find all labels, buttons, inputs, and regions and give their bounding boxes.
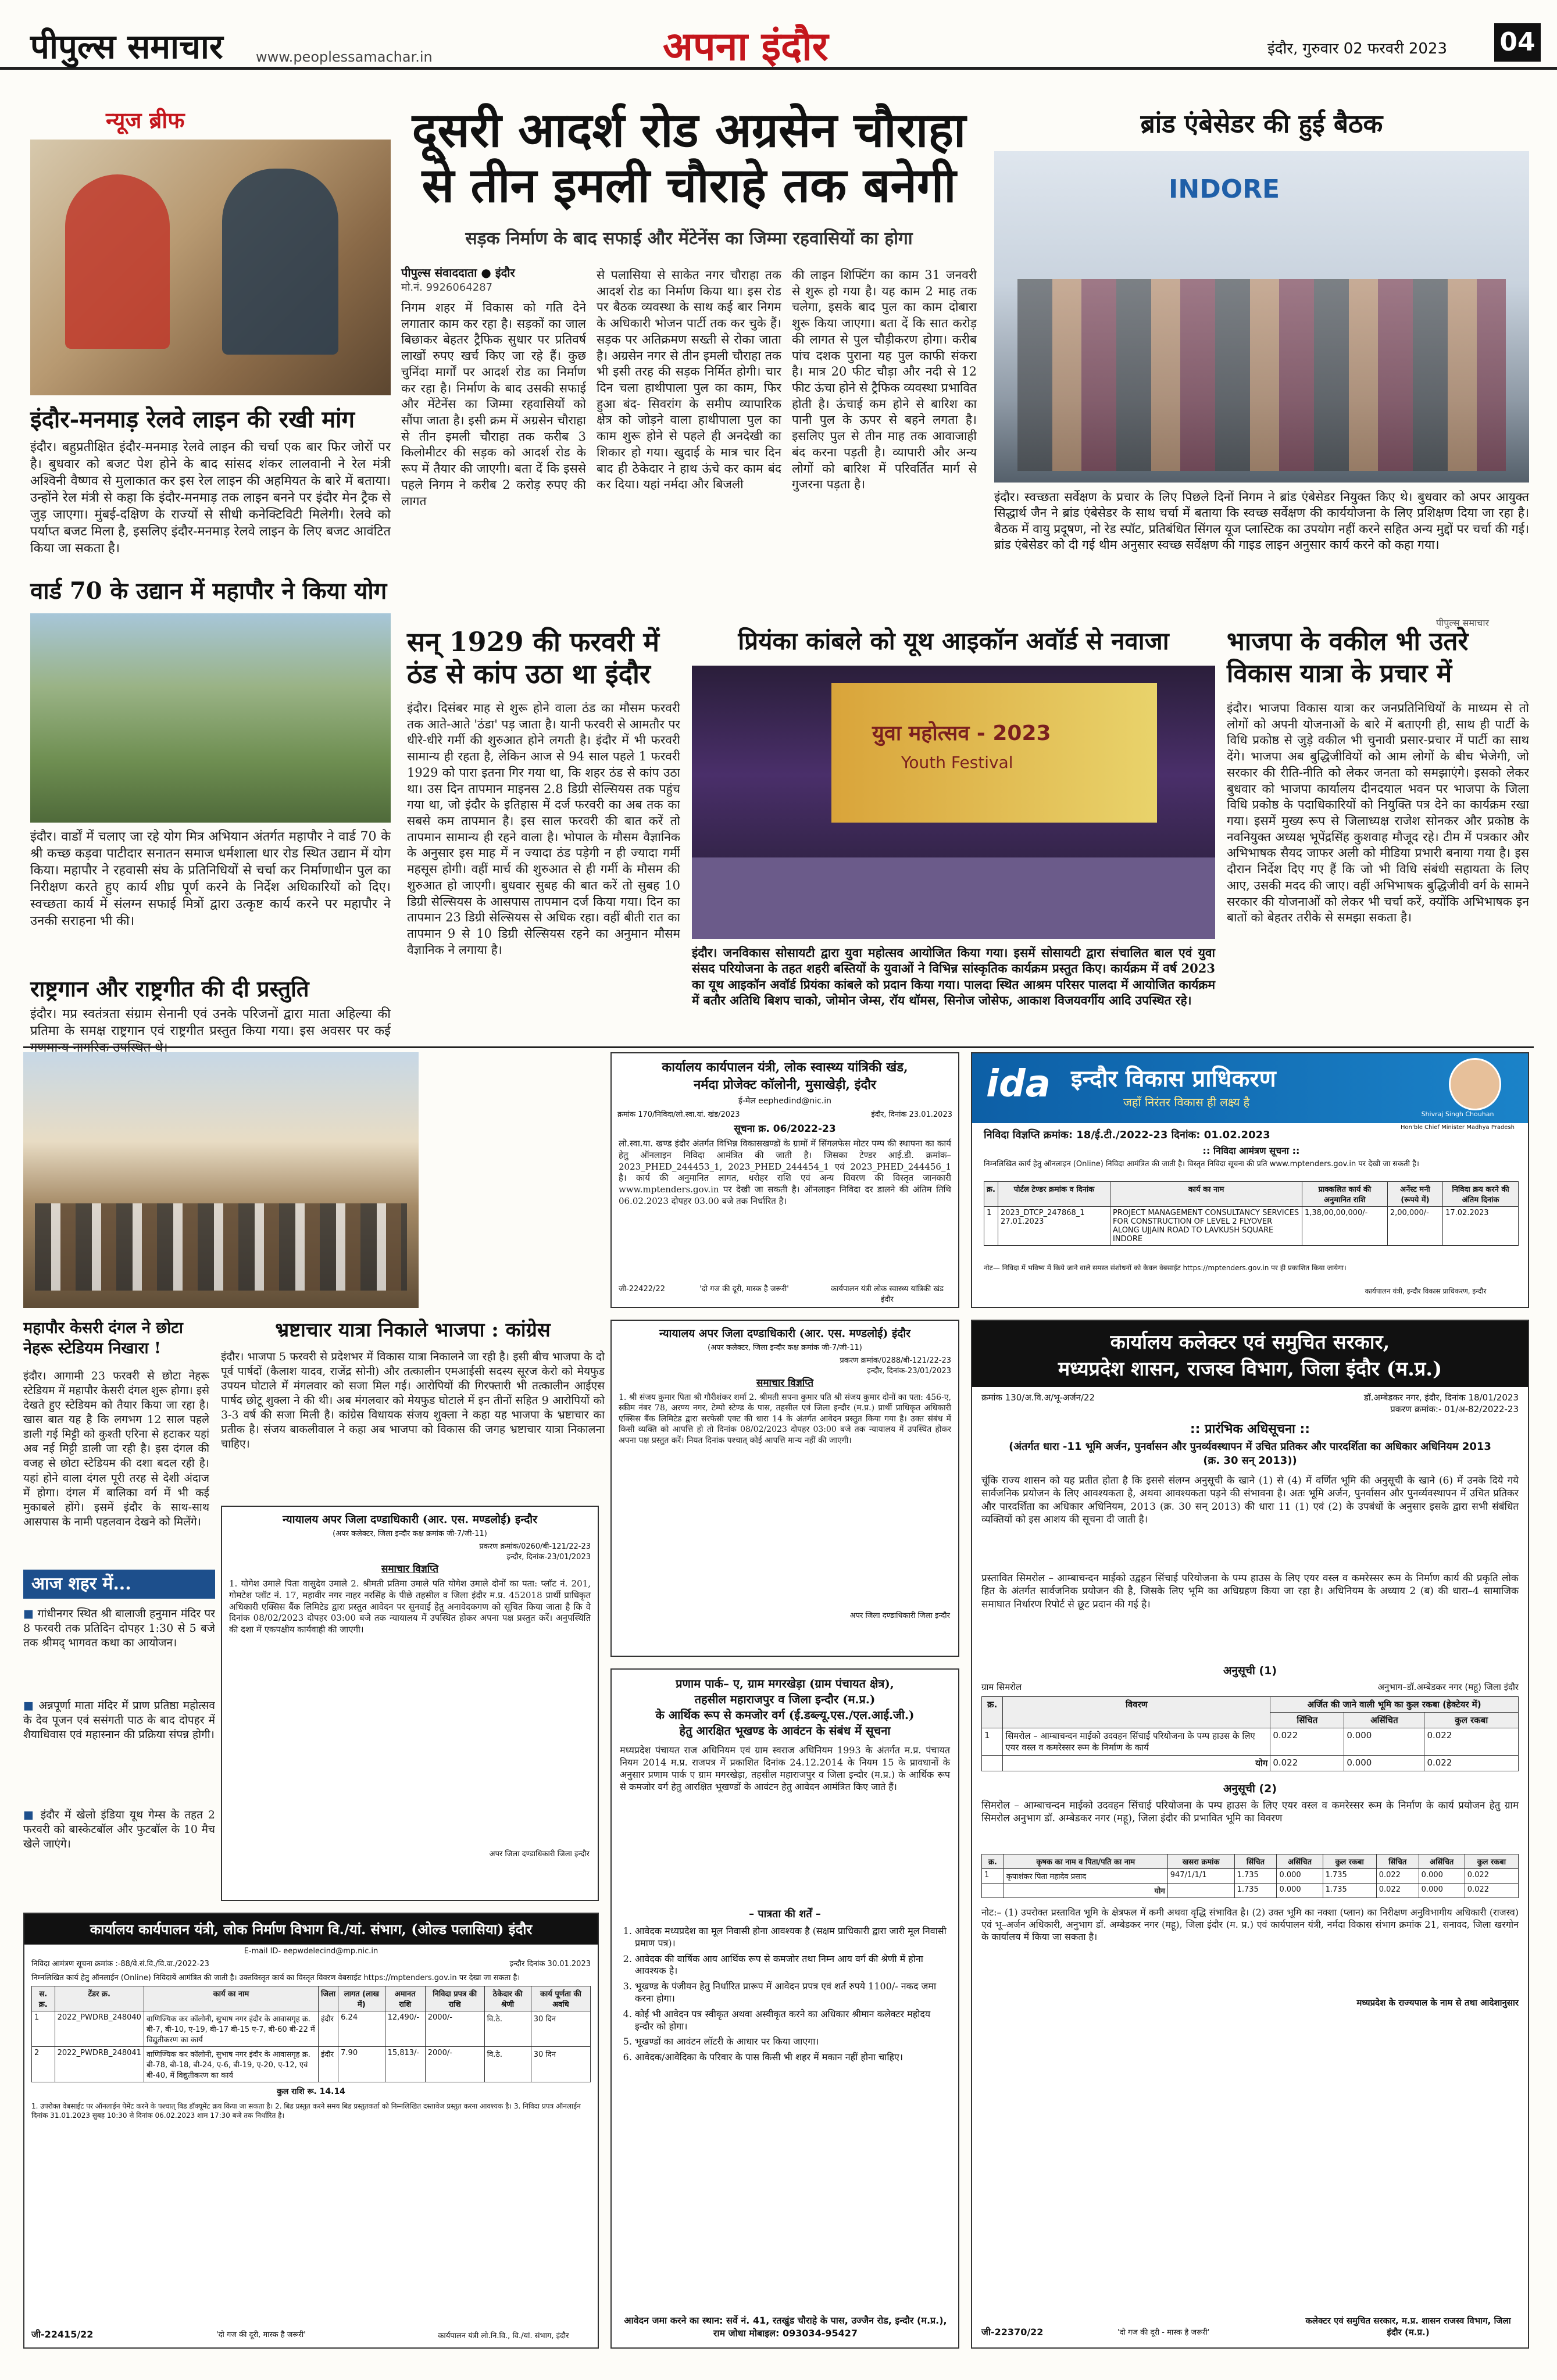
table-cell: 0.022	[1376, 1869, 1419, 1884]
brief-headline-1: इंदौर-मनमाड़ रेलवे लाइन की रखी मांग	[30, 406, 355, 433]
pranam-sub: – पात्रता की शर्तें –	[749, 1908, 821, 1920]
ad-court-notice-2	[221, 1506, 599, 1901]
annex-2-title: अनुसूची (2)	[1223, 1782, 1277, 1795]
lead-headline-line1: दूसरी आदर्श रोड अग्रसेन चौराहा	[412, 102, 966, 158]
ida-body: निम्नलिखित कार्य हेतु ऑनलाइन (Online) निविदा आमंत्रित की जाती है। विस्तृत निविदा सूचना की प्रति www.mptenders.gov.in पर देखी जा सकती है।	[984, 1160, 1419, 1168]
table-cell	[982, 1756, 1003, 1771]
village-label: ग्राम सिमरोल	[981, 1682, 1022, 1692]
aaj-shahar-label: आज शहर में...	[23, 1570, 215, 1599]
congress-headline: भ्रष्टाचार यात्रा निकाले भाजपा : कांग्रेस	[275, 1318, 551, 1342]
table-header: खसरा क्रमांक	[1167, 1854, 1234, 1869]
photo-stadium	[23, 1052, 419, 1308]
table-row	[984, 1207, 1519, 1246]
court-sub: (अपर कलेक्टर, जिला इन्दौर कक्ष क्रमांक जी-7/जी-11)	[708, 1343, 862, 1352]
ad-footer	[612, 1283, 958, 1304]
table-cell: 2023_DTCP_247868_1 27.01.2023	[998, 1207, 1110, 1246]
news-brief	[30, 99, 391, 1041]
pwd-date: इन्दौर दिनांक 30.01.2023	[509, 1960, 591, 1968]
wrestling-headline-1: महापौर केसरी दंगल ने छोटा	[23, 1319, 183, 1337]
table-cell: 0.000	[1277, 1884, 1323, 1898]
brand-caption: इंदौर। स्वच्छता सर्वेक्षण के प्रचार के लिए पिछले दिनों निगम ने ब्रांड एंबेसेडर नियुक्त किए थे। बुधवार को अपर आयुक्त सिद्धार्थ जैन ने ब्रांड एंबेसेडर के साथ चर्चा में बताया कि स्वच्छ सर्वेक्षण की कार्ययोजना के लिए प्रशिक्षण दिया जा रहा है। बैठक में वायु प्रदूषण, नो रेड स्पॉट, प्रतिबंधित सिंगल यूज प्लास्टिक का उपयोग नहीं करने सहित अन्य मुद्दों पर चर्चा की गई। ब्रांड एंबेसेडर को दी गई थीम अनुसार स्वच्छ सर्वेक्षण की गाइड लाइन अनुसार कार्य करने को कहा गया।	[994, 490, 1529, 552]
table-cell	[1167, 1884, 1234, 1898]
ad-ida	[971, 1052, 1529, 1308]
table-header: कुल रकबा	[1465, 1854, 1518, 1869]
stage	[692, 857, 1215, 939]
ad-pwd	[23, 1913, 599, 2349]
table-cell: 12,490/-	[385, 2011, 425, 2047]
table-header: कार्य पूर्णता की अवधि	[531, 1986, 590, 2011]
table-cell: 0.022	[1465, 1869, 1518, 1884]
table-cell: 0.000	[1419, 1884, 1465, 1898]
collector-place: डॉ.अम्बेडकर नगर, इंदौर, दिनांक 18/01/2023	[1363, 1392, 1519, 1403]
table-cell: कृपाशंकर पिता महादेव प्रसाद	[1004, 1869, 1167, 1884]
table-cell: 1	[982, 1728, 1003, 1756]
table-cell: 0.022	[1270, 1728, 1344, 1756]
table-cell: 0.000	[1419, 1869, 1465, 1884]
brief-label: न्यूज ब्रीफ	[106, 107, 185, 133]
table-cell: 0.022	[1465, 1884, 1518, 1898]
pwd-motto: 'दो गज की दूरी, मास्क है जरूरी'	[216, 2331, 306, 2339]
court-sign: अपर जिला दण्डाधिकारी जिला इन्दौर	[489, 1850, 590, 1859]
ida-title: इन्दौर विकास प्राधिकरण	[1071, 1065, 1276, 1092]
dateline: इंदौर, गुरुवार 02 फरवरी 2023	[1267, 40, 1448, 58]
table-row	[982, 1728, 1519, 1756]
table-cell: 1.735	[1323, 1869, 1376, 1884]
table-cell: 2000/-	[425, 2011, 484, 2047]
cold-headline-1: सन् 1929 की फरवरी में	[407, 626, 660, 657]
table-header: कार्य का नाम	[144, 1986, 318, 2011]
table-cell: 0.022	[1376, 1884, 1419, 1898]
pwd-ref: निविदा आमंत्रण सूचना क्रमांक :-88/वे.सं.वि./वि.वा./2022-23	[31, 1960, 209, 1968]
table-cell: 0.000	[1277, 1869, 1323, 1884]
brief-text-1: इंदौर। बहुप्रतीक्षित इंदौर-मनमाड़ रेलवे लाइन की चर्चा एक बार फिर जोरों पर है। बुधवार को बजट पेश होने के बाद सांसद शंकर लालवानी ने रेल मंत्री अश्विनी वैष्णव से मुलाकात कर इस रेल लाइन की अहमियत के बारे में बताया। उन्होंने रेल मंत्री से कहा कि इंदौर-मनमाड़ तक लाइन बनने पर इंदौर मेन ट्रैक से जुड़ जाएगा। मुंबई-दक्षिण के राज्यों से सीधी कनेक्टिविटी मिलेगी। रेलवे को पर्याप्त बजट मिला है, इसलिए इंदौर-मनमाड़ रेलवे लाइन के लिए बजट आवंटित किया जा सकता है।	[30, 440, 391, 556]
table-cell: 1	[984, 1207, 998, 1246]
lead-byline: पीपुल्स संवाददाता ● इंदौर	[401, 266, 515, 280]
annex-1-meta	[972, 1678, 1528, 1696]
collector-refline	[972, 1387, 1528, 1403]
lead-mobile: मो.नं. 9926064287	[401, 281, 493, 294]
court-title: न्यायालय अपर जिला दण्डाधिकारी (आर. एस. मण्डलोई) इंदौर	[659, 1327, 911, 1340]
brief-headline-2: वार्ड 70 के उद्यान में महापौर ने किया योग	[30, 577, 387, 605]
ad-pranam-park	[610, 1668, 959, 2349]
ida-sign: कार्यपालन यंत्री, इन्दौर विकास प्राधिकरण, इन्दौर	[1365, 1287, 1487, 1295]
table-header: अमानत राशि	[385, 1986, 425, 2011]
table-header: कुल रकबा	[1424, 1713, 1519, 1728]
ad-suchna: सूचना क्र. 06/2022-23	[734, 1123, 836, 1135]
court-date: इन्दौर, दिनांक-23/01/2023	[506, 1553, 591, 1561]
person-figure	[65, 174, 170, 349]
table-cell: 30 दिन	[531, 2011, 590, 2047]
divider	[23, 1046, 1534, 1048]
table-header: निविदा प्रपत्र की राशि	[425, 1986, 484, 2011]
annex-1-title: अनुसूची (1)	[1223, 1664, 1277, 1677]
table-header: क्र.	[982, 1854, 1004, 1869]
table-header: क्र.	[984, 1182, 998, 1207]
cold-story	[407, 628, 680, 1046]
eligibility-list	[612, 1921, 958, 2064]
table-cell: 15,813/-	[385, 2047, 425, 2082]
section-title: अपना इंदौर	[663, 23, 829, 70]
cm-name: Shivraj Singh Chouhan	[1421, 1110, 1494, 1118]
crowd	[35, 1203, 407, 1291]
collector-motto: 'दो गज की दूरी - मास्क है जरूरी'	[1117, 2328, 1210, 2337]
table-cell: 6.24	[338, 2011, 385, 2047]
bullet-icon: ■	[23, 1809, 41, 1821]
list-item: 2. आवेदक की वार्षिक आय आर्थिक रूप से कमजोर तथा निम्न आय वर्ग की श्रेणी में होना आवश्यक है।	[635, 1953, 950, 1978]
ida-tagline: जहाँ निरंतर विकास ही लक्ष्य है	[1123, 1095, 1250, 1109]
table-header: असिंचित	[1419, 1854, 1465, 1869]
table-cell: 7.90	[338, 2047, 385, 2082]
ida-notice-no: निविदा विज्ञप्ति क्रमांक: 18/ई.टी./2022-23 दिनांक: 01.02.2023	[984, 1129, 1270, 1141]
website[interactable]: www.peoplessamachar.in	[256, 49, 433, 65]
table-cell: वाणिज्यिक कर कॉलोनी, सुभाष नगर इंदौर के आवासगृह क्र. बी-7, बी-10, ए-19, बी-17 बी-15 ए-7, बी-60 बी-22 में विद्युतीकरण का कार्य	[144, 2011, 318, 2047]
brand-ambassador-story	[994, 99, 1529, 634]
ida-table	[984, 1181, 1519, 1246]
ida-footnote: नोट— निविदा में भविष्य में किये जाने वाले समस्त संशोधनों को केवल वेबसाईट https://mptenders.gov.in पर ही प्रकाशित किया जायेगा।	[984, 1264, 1347, 1272]
bjp-lawyer-story	[1227, 628, 1529, 1046]
table-cell: 947/1/1/1	[1167, 1869, 1234, 1884]
congress-text: इंदौर। भाजपा 5 फरवरी से प्रदेशभर में विकास यात्रा निकालने जा रही है। इसी बीच भाजपा के दो पूर्व पार्षदों (कैलाश यादव, राजेंद्र सोनी) और तत्कालीन एमआईसी सदस्य सूरज केरो को मेयफुड उपयन घोटाले में मंगलवार को सजा मिल गई। आरोपियों की गिरफ्तारी भी तत्कालीन आईएस पार्षद छोटू शुक्ला ने की थी। अब मंगलवार को मेयफुड घोटाले में इन तीनों सहित 9 आरोपियों को 3-3 वर्ष की सजा मिली है। कांग्रेस विधायक संजय शुक्ला ने कहा यह भाजपा के भ्रष्टाचार का प्रतीक है। संजय बाकलीवाल ने कहा अब भाजपा को विकास की जगह भ्रष्टाचार यात्रा निकालना चाहिए।	[221, 1350, 605, 1451]
cm-title: Hon'ble Chief Minister Madhya Pradesh	[1400, 1124, 1515, 1131]
ida-subhead: :: निविदा आमंत्रण सूचना ::	[1202, 1145, 1300, 1156]
table-cell: 1	[32, 2011, 55, 2047]
pwd-body: निम्नलिखित कार्य हेतु ऑनलाईन (Online) निविदायें आमंत्रित की जाती है। उक्तविस्तृत कार्य का विस्तृत विवरण वेबसाईट https://mptenders.gov.in पर देखा जा सकता है।	[31, 1974, 520, 1982]
court-case: प्रकरण क्रमांक/0288/बी-121/22-23	[840, 1356, 951, 1365]
table-row	[982, 1884, 1519, 1898]
table-header: पोर्टल टेण्डर क्रमांक व दिनांक	[998, 1182, 1110, 1207]
court-heading: समाचार विज्ञप्ति	[381, 1563, 439, 1575]
bjp-headline-1: भाजपा के वकील भी उतरे	[1227, 627, 1469, 656]
pwd-table	[24, 1986, 598, 2082]
table-cell: 2022_PWDRB_248040	[55, 2011, 144, 2047]
ad-phe-musakhedi	[610, 1052, 959, 1308]
table-cell: 0.022	[1424, 1756, 1519, 1771]
table-cell: 1.735	[1234, 1884, 1277, 1898]
table-cell: 0.022	[1270, 1756, 1344, 1771]
table-cell: 30 दिन	[531, 2047, 590, 2082]
pranam-title-2: तहसील महाराजपुर व जिला इन्दौर (म.प्र.)	[694, 1692, 876, 1706]
list-item: 5. भूखण्डों का आवंटन लॉटरी के आधार पर किया जाएगा।	[635, 2036, 950, 2048]
table-cell: 1,38,00,00,000/-	[1302, 1207, 1388, 1246]
pwd-sign: कार्यपालन यंत्री लो.नि.वि., वि./यां. संभाग, इंदौर	[438, 2332, 569, 2340]
table-header: कार्य का नाम	[1110, 1182, 1302, 1207]
table-cell: 0.000	[1344, 1756, 1424, 1771]
brief-text-3: इंदौर। मप्र स्वतंत्रता संग्राम सेनानी एवं उनके परिजनों द्वारा माता अहिल्या की प्रतिमा के समक्ष राष्ट्रगान एवं राष्ट्रगीत प्रस्तुत किया गया। इस अवसर पर कई	[30, 1007, 391, 1039]
photo-railway-meeting	[30, 140, 391, 395]
aaj-shahar-box	[23, 1570, 215, 1895]
festival-screen	[831, 683, 1157, 823]
list-item	[23, 1808, 215, 1889]
collector-body-2: प्रस्तावित सिमरोल – आम्बाचन्दन माईको उद्वहन सिंचाई परियोजना के पम्प हाउस के लिए एयर वस्ल व कमरेस्सर रूम के निर्माण कार्य की प्रकृति लोक हित के अंतर्गत सार्वजनिक प्रयोजन की है, जिसके लिए भूमि का अधिग्रहण किया जा रहा है। अधिनियम के अध्याय 2 (ब) की धारा–4 सामाजिक समाघात निर्धारण रिपोर्ट से छूट प्रदान की गई है।	[981, 1573, 1519, 1610]
pwd-total: कुल राशि रू. 14.14	[277, 2087, 345, 2096]
table-header: टेंडर क्र.	[55, 1986, 144, 2011]
table-header: सिंचित	[1234, 1854, 1277, 1869]
table-header: क्र.	[982, 1697, 1003, 1728]
pwd-gno: जी-22415/22	[31, 2329, 94, 2340]
table-cell: वि.ठे.	[484, 2011, 531, 2047]
table-header: कुल रकबा	[1323, 1854, 1376, 1869]
bjp-text: इंदौर। भाजपा विकास यात्रा कर जनप्रतिनिधियों के माध्यम से तो लोगों को अपनी योजनाओं के बारे में बताएगी ही, साथ ही पार्टी के विधि प्रकोष्ठ से जुड़े वकील भी चुनावी प्रसार-प्रचार में पार्टी का साथ देंगे। भाजपा अब बुद्धिजीवियों को आम लोगों के बीच भेजेगी, जो सरकार की रीति-नीति को लेकर जनता को समझाएंगे। इसको लेकर बुधवार को भाजपा कार्यालय दीनदयाल भवन पर भाजपा के जिला विधि प्रकोष्ठ के पदाधिकारियों को नियुक्ति पत्र देने का कार्यक्रम रखा गया। इसमें मुख्य रूप से जिलाध्यक्ष राजेश सोनकर और प्रकोष्ठ के नवनियुक्त अध्यक्ष भूपेंद्रसिंह कुशवाह मौजूद रहे। टीम में पत्रकार और अभिभाषक सैयद जाफर अली को मीडिया प्रभारी बनाया गया है। इस दौरान निर्देश दिए गए हैं कि जो भी विधि संबंधी सहायता के लिए आए, उसकी मदद की जाए। वहीं अभिभाषक बुद्धिजीवी वर्ग के सामने सरकार की योजनाओं को लेकर भी चर्चा करें, क्योंकि अभिभाषक इन बातों को बेहतर तरीके से समझा सकता है।	[1227, 701, 1529, 925]
table-cell: वाणिज्यिक कर कॉलोनी, सुभाष नगर इंदौर के आवासगृह क्र. बी-78, बी-18, बी-24, ए-6, बी-19, ए-20, ए-12, एवं बी-40, में विद्युतीकरण का कार्य	[144, 2047, 318, 2082]
wrestling-headline-2: नेहरू स्टेडियम निखारा !	[23, 1339, 161, 1357]
ad-title-2: नर्मदा प्रोजेक्ट कॉलोनी, मुसाखेड़ी, इंदौर	[694, 1077, 876, 1092]
collector-header	[972, 1321, 1528, 1387]
photo-youth-festival	[692, 666, 1215, 939]
table-header: लागत (लाख में)	[338, 1986, 385, 2011]
ad-title-1: कार्यालय कार्यपालन यंत्री, लोक स्वास्थ्य यांत्रिकी खंड,	[662, 1060, 908, 1075]
table-header: असिंचित	[1344, 1713, 1424, 1728]
table-cell: 2022_PWDRB_248041	[55, 2047, 144, 2082]
table-cell: योग	[1003, 1756, 1270, 1771]
table-cell: 17.02.2023	[1443, 1207, 1519, 1246]
masthead	[0, 0, 1557, 70]
court-body: 1. योगेश उमाले पिता वासुदेव उमाले 2. श्रीमती प्रतिमा उमाले पति योगेश उमाले दोनों का पता: प्लॉट नं. 201, गोमटेश प्लॉट नं. 17, महावीर नगर नाहर नरसिंह के पीछे तहसील व जिला इंदौर म.प्र. 452018 प्रार्थी प्राधिकृत अधिकारी एक्सिस बैंक लिमिटेड द्वारा प्रस्तुत आवेदन पर सुनवाई हेतु अनावेदकगण को सूचित किया जाता है कि वे दिनांक 08/02/2023 दोपहर 03:00 बजे तक न्यायालय में उपस्थित होकर अपना पक्ष प्रस्तुत करें। अनुपस्थिति की दशा में एकपक्षीय कार्यवाही की जाएगी।	[229, 1578, 591, 1635]
pwd-title: कार्यालय कार्यपालन यंत्री, लोक निर्माण विभाग वि./यां. संभाग, (ओल्ड पलासिया) इंदौर	[24, 1914, 598, 1945]
list-item: 4. कोई भी आवेदन पत्र स्वीकृत अथवा अस्वीकृत करने का अधिकार श्रीमान कलेक्टर महोदय इन्दौर को होगा।	[635, 2009, 950, 2033]
table-header: असिंचित	[1277, 1854, 1323, 1869]
priyanka-headline: प्रियंका कांबले को यूथ आइकॉन अवॉर्ड से नवाजा	[738, 627, 1169, 655]
pwd-refline	[24, 1956, 598, 1971]
annex-1-table	[972, 1696, 1528, 1771]
table-cell: इंदौर	[318, 2047, 338, 2082]
collector-note: नोट:– (1) उपरोक्त प्रस्तावित भूमि के क्षेत्रफल में कमी अथवा वृद्धि संभावित है। (2) उक्त भूमि का नक्शा (प्लान) का निरीक्षण अनुविभागीय अधिकारी (राजस्व) एवं भू–अर्जन अधिकारी, अनुभाग डॉ. अम्बेडकर नगर (महू), जिला इंदौर (म. प्र.) एवं कार्यपालन यंत्री, नर्मदा विकास संभाग क्रमांक 21, सनावद, जिला खरगोन के कार्यालय में किया जा सकता है।	[981, 1907, 1519, 1943]
lead-col-3: की लाइन शिफ्टिंग का काम 31 जनवरी से शुरू हो गया है। यह काम 2 माह तक चलेगा, इसके बाद पुल का काम दोबारा शुरू किया जाएगा। बता दें कि सात करोड़ की लागत से पुल चौड़ीकरण होगा। करीब पांच दशक पुराना यह पुल काफी संकरा है। मात्र 20 फीट चौड़ा और नदी से 12 फीट ऊंचा होने से ट्रैफिक व्यवस्था प्रभावित होती है। ऊंचाई कम होने से बारिश का पानी पुल के ऊपर से बहने लगता है। इसलिए पुल से तीन माह तक आवाजाही बंद करना पड़ती है। व्यापारी और अन्य लोगों को बारिश में परिवर्तित मार्ग से गुजरना पड़ता है।	[792, 268, 977, 492]
court-heading: समाचार विज्ञप्ति	[756, 1377, 814, 1389]
list-item	[23, 1607, 215, 1694]
ad-ref: क्रमांक 170/निविदा/लो.स्वा.यां. खंड/2023	[617, 1110, 740, 1119]
pranam-body: मध्यप्रदेश पंचायत राज अधिनियम एवं ग्राम स्वराज अधिनियम 1993 के अंतर्गत म.प्र. पंचायत नियम 2014 म.प्र. राजपत्र में प्रकाशित दिनांक 24.12.2014 के नियम 15 के प्रावधानों के अनुसार प्रणाम पार्क ए ग्राम मगरखेड़ा, तहसील महाराजपुर व जिला इन्दौर (म.प्र.) के आर्थिक रूप से कमजोर वर्ग हेतु आरक्षित भूखण्डों के आवंटन हेतु आवेदन आमंत्रित किए जाते हैं।	[620, 1745, 950, 1793]
tehsil-label: अनुभाग–डॉ.अम्बेडकर नगर (महू) जिला इंदौर	[1377, 1682, 1519, 1692]
collector-governor: मध्यप्रदेश के राज्यपाल के नाम से तथा आदेशानुसार	[1356, 1997, 1519, 2008]
list-item: 1. आवेदक मध्यप्रदेश का मूल निवासी होना आवश्यक है (सक्षम प्राधिकारी द्वारा जारी मूल निवासी प्रमाण पत्र)।	[635, 1925, 950, 1950]
table-header: कृषक का नाम व पिता/पति का नाम	[1004, 1854, 1167, 1869]
table-cell: PROJECT MANAGEMENT CONSULTANCY SERVICES FOR CONSTRUCTION OF LEVEL 2 FLYOVER ALONG UJJAIN ROAD TO LAVKUSH SQUARE INDORE	[1110, 1207, 1302, 1246]
lead-deck: सड़क निर्माण के बाद सफाई और मेंटेनेंस का जिम्मा रहवासियों का होगा	[465, 228, 913, 249]
table-row	[32, 2011, 591, 2047]
ad-collector	[971, 1320, 1529, 2349]
collector-ref: क्रमांक 130/अ.वि.अ/भू-अर्जन/22	[981, 1392, 1095, 1403]
table-cell: योग	[1004, 1884, 1167, 1898]
pranam-title-3: के आर्थिक रूप से कमजोर वर्ग (ई.डब्ल्यू.एस./एल.आई.जी.)	[655, 1708, 915, 1722]
table-cell: वि.ठे.	[484, 2047, 531, 2082]
court-title: न्यायालय अपर जिला दण्डाधिकारी (आर. एस. मण्डलोई) इन्दौर	[282, 1513, 538, 1526]
ad-sign: कार्यपालन यंत्री लोक स्वास्थ्य यांत्रिकी खंड इंदौर	[831, 1285, 944, 1304]
table-cell: 2000/-	[425, 2047, 484, 2082]
ad-email[interactable]: ई-मेल eephedind@nic.in	[738, 1096, 832, 1106]
pranam-title-4: हेतु आरक्षित भूखण्ड के आवंटन के संबंध में सूचना	[679, 1724, 891, 1738]
photo-brand-meeting	[994, 151, 1529, 483]
table-cell: सिमरोल – आम्बाचन्दन माईको उदवहन सिंचाई परियोजना के पम्प हाउस के लिए एयर वस्ल व कमरेस्सर रूम के निर्माण के कार्य	[1003, 1728, 1270, 1756]
table-cell: 0.022	[1424, 1728, 1519, 1756]
ad-gno: जी-22422/22	[619, 1285, 665, 1293]
annex-2-text: सिमरोल – आम्बाचन्दन माईको उदवहन सिंचाई परियोजना के पम्प हाउस के लिए एयर वस्ल व कमरेस्सर रूम के निर्माण के कार्य प्रयोजन हेतु ग्राम सिमरोल अनुभाग डॉ. अम्बेडकर नगर (महू), जिला इंदौर की प्रभावित भूमि का विवरण	[981, 1800, 1519, 1825]
table-header: निविदा क्रय करने की अंतिम दिनांक	[1443, 1182, 1519, 1207]
bullet-icon: ■	[23, 1699, 39, 1712]
table-header: स. क्र.	[32, 1986, 55, 2011]
table-header: अर्जित की जाने वाली भूमि का कुल रकबा (हेक्टेयर में)	[1270, 1697, 1519, 1713]
table-cell: 1.735	[1234, 1869, 1277, 1884]
ida-header	[972, 1053, 1529, 1123]
congress-story	[221, 1320, 605, 1494]
ad-court-notice-1	[610, 1320, 959, 1657]
list-item	[23, 1699, 215, 1803]
pranam-footer: आवेदन जमा करने का स्थान: सर्वे नं. 41, रतखुंड चौराहे के पास, उज्जैन रोड, इन्दौर (म.प्र.), राम जोधा मोबाइल: 093034-95427	[624, 2315, 947, 2339]
collector-title-1: कार्यालय कलेक्टर एवं समुचित सरकार,	[1110, 1331, 1390, 1354]
ad-body: लो.स्वा.या. खण्ड इंदौर अंतर्गत विभिन्न विकासखण्डों के ग्रामों में सिंगलफेस मोटर पम्प की स्थापना का कार्य हेतु ऑनलाइन निविदा आमंत्रित की जाती है। जिसका टेण्डर आई.डी. क्रमांक– 2023_PHED_244453_1, 2023_PHED_244454_1 एवं 2023_PHED_244456_1 है। कार्य की अनुमानित लागत, धरोहर राशि एवं अन्य विवरण की विस्तृत जानकारी www.mptenders.gov.in पर देखी जा सकती है। ऑनलाइन निविदा दर डालने की अंतिम तिथि 06.02.2023 दोपहर 03.00 बजे तक निर्धारित है।	[619, 1138, 951, 1206]
bullet-icon: ■	[23, 1607, 38, 1620]
court-case: प्रकरण क्रमांक/0260/बी-121/22-23	[479, 1542, 591, 1551]
brief-headline-3: राष्ट्रगान और राष्ट्रगीत की दी प्रस्तुति	[30, 975, 309, 1002]
table-cell	[982, 1884, 1004, 1898]
table-cell: 1	[982, 1869, 1004, 1884]
brief-text-2: इंदौर। वार्डों में चलाए जा रहे योग मित्र अभियान अंतर्गत महापौर ने वार्ड 70 के श्री कच्छ कड़वा पाटीदार सनातन समाज धर्मशाला धार रोड स्थित उद्यान में योग किया। महापौर ने रहवासी संघ के प्रतिनिधियों से चर्चा कर निर्माणाधीन पुल का निरीक्षण करते हुए कार्य शीघ्र पूर्ण करने के निर्देश अधिकारियों को दिए। स्वच्छता कार्य में संलग्न सफाई मित्रों द्वारा उत्कृष्ट कार्य करने पर महापौर ने उनकी सराहना भी की।	[30, 830, 391, 929]
collector-sign: कलेक्टर एवं समुचित सरकार, म.प्र. शासन राजस्व विभाग, जिला इंदौर (म.प्र.)	[1305, 2315, 1511, 2338]
photo-yoga	[30, 613, 391, 823]
banner-text: INDORE	[1169, 174, 1280, 204]
collector-gno: जी-22370/22	[981, 2327, 1044, 2338]
list-item-text: गांधीनगर स्थित श्री बालाजी हनुमान मंदिर पर 8 फरवरी तक प्रतिदिन दोपहर 1:30 से 5 बजे तक श्रीमद् भागवत कथा का आयोजन।	[23, 1607, 215, 1650]
list-item: 6. आवेदक/आवेदिका के परिवार के पास किसी भी शहर में मकान नहीं होना चाहिए।	[635, 2052, 950, 2064]
table-cell: 2	[32, 2047, 55, 2082]
lead-col-1: निगम शहर में विकास को गति देने लगातार काम कर रहा है। सड़कों का जाल बिछाकर बेहतर ट्रैफिक सुधार पर प्रतिवर्ष लाखों रुपए खर्च किए जा रहे हैं। कुछ चुनिंदा मार्गों पर आदर्श रोड का निर्माण कर रहा है। निर्माण के बाद उसकी सफाई और मेंटेनेंस का जिम्मा रहवासियों को सौंपा जाता है। इसी क्रम में अग्रसेन चौराहा से तीन इमली चौराहा तक करीब 3 किलोमीटर की सड़क को आदर्श रोड के रूप में तैयार की जाएगी। बता दें कि इससे पहले निगम ने करीब 2 करोड़ रुपए की लागत	[401, 301, 586, 508]
table-row	[982, 1869, 1519, 1884]
table-cell: इंदौर	[318, 2011, 338, 2047]
paper-logo[interactable]: पीपुल्स समाचार	[30, 27, 223, 66]
lead-col-2: से पलासिया से साकेत नगर चौराहा तक आदर्श रोड का निर्माण किया था। इस रोड पर बैठक व्यवस्था के साथ कई बार निगम के अधिकारी भोजन पार्टी तक कर चुके हैं। सड़क पर अतिक्रमण सख्ती से रोका जाता है। अग्रसेन नगर से तीन इमली चौराहा तक भी इसी तरह की सड़क निर्मित होगी। चार दिन चला हाथीपाला पुल का काम, फिर हुआ बंद- सिवरांग के समीप व्यापारिक क्षेत्र को जोड़ने वाला हाथीपाला पुल का काम शुरू होने से पहले ही अनदेखी का शिकार हो गया। खुदाई के मात्र चार दिन बाद ही ठेकेदार ने हाथ ऊंचे कर काम बंद कर दिया। यहां नर्मदा और बिजली	[597, 268, 781, 492]
table-header: सिंचित	[1376, 1854, 1419, 1869]
lead-headline-line2: से तीन इमली चौराहे तक बनेगी	[422, 158, 956, 213]
table-cell: 2,00,000/-	[1387, 1207, 1442, 1246]
table-row	[982, 1756, 1519, 1771]
collector-heading: :: प्रारंभिक अधिसूचना ::	[1190, 1422, 1310, 1436]
screen-title: युवा महोत्सव - 2023	[872, 721, 1051, 745]
collector-case: प्रकरण क्रमांक:- 01/अ-82/2022-23	[1390, 1404, 1519, 1414]
collector-title-2: मध्यप्रदेश शासन, राजस्व विभाग, जिला इंदौर (म.प्र.)	[1058, 1357, 1442, 1381]
table-header: अर्नेस्ट मनी (रूपये में)	[1387, 1182, 1442, 1207]
list-item: 3. भूखण्ड के पंजीयन हेतु निर्धारित प्रारूप में आवेदन प्रपत्र एवं शर्त रुपये 1100/- नकद जमा करना होगा।	[635, 1981, 950, 2005]
priyanka-story	[692, 628, 1215, 1046]
table-cell: 0.000	[1344, 1728, 1424, 1756]
screen-subtitle: Youth Festival	[901, 753, 1013, 772]
cold-text: इंदौर। दिसंबर माह से शुरू होने वाला ठंड का मौसम फरवरी तक आते-आते 'ठंडा' पड़ जाता है। यानी फरवरी से आमतौर पर धीरे-धीरे गर्मी की शुरुआत होने लगती है। इंदौर में भी फरवरी सामान्य ही रहता है, लेकिन आज से 94 साल पहले 1 फरवरी 1929 को पारा इतना गिर गया था, कि शहर ठंड से कांप उठा था। उस दिन तापमान माइनस 2.8 डिग्री सेल्सियस तक पहुंच गया था, जो इंदौर के इतिहास में दर्ज फरवरी का अब तक का सबसे कम तापमान है। इस साल फरवरी की बात करें तो तापमान सामान्य ही रहने वाला है। भोपाल के मौसम वैज्ञानिक के अनुसार इस माह में न ज्यादा ठंड पड़ेगी न ही ज्यादा गर्मी महसूस होगी। वहीं मार्च की शुरुआत से ही गर्मी के मौसम की शुरुआत हो जाएगी। बुधवार सुबह की बात करें तो सुबह 10 डिग्री सेल्सियस के आसपास तापमान दर्ज किया गया। दिन का तापमान 23 डिग्री सेल्सियस से अधिक रहा। वहीं बीती रात का तापमान 9 से 10 डिग्री सेल्सियस रहने का अनुमान मौसम वैज्ञानिक ने लगाया है।	[407, 701, 680, 957]
list-item-text: इंदौर में खेलो इंडिया यूथ गेम्स के तहत 2 फरवरी को बास्केटबॉल और फुटबॉल के 10 मैच खेले जाएंगे।	[23, 1809, 215, 1851]
cm-portrait	[1449, 1058, 1501, 1110]
table-header: जिला	[318, 1986, 338, 2011]
person-figure	[222, 169, 338, 355]
table-row	[32, 2047, 591, 2082]
collector-body-1: चूंकि राज्य शासन को यह प्रतीत होता है कि इससे संलग्न अनुसूची के खाने (1) से (4) में वर्णित भूमि की अनुसूची के खाने (6) में उनके दिये गये सार्वजनिक प्रयोजन के लिए आवश्यकता है, अथवा आवश्यकता पड़ने की संभावना है। अतः भूमि अर्जन, पुनर्वासन और पुनर्व्यवस्थापन में उचित प्रतिकर और पारदर्शिता का अधिकार अधिनियम, 2013 (क्र. 30 सन् 2013) की धारा 11 (1) एवं (2) के उपबंधों के अनुसार इसके द्वारा सभी संबंधित व्यक्तियों को इस आशय की सूचना दी जाती है।	[981, 1475, 1519, 1526]
court-sub: (अपर कलेक्टर, जिला इन्दौर कक्ष क्रमांक जी-7/जी-11)	[333, 1530, 487, 1538]
pranam-title-1: प्रणाम पार्क– ए, ग्राम मगरखेड़ा (ग्राम पंचायत क्षेत्र),	[676, 1677, 894, 1691]
lead-story	[401, 93, 977, 634]
collector-sub: (अंतर्गत धारा -11 भूमि अर्जन, पुनर्वासन और पुनर्व्यवस्थापन में उचित प्रतिकर और पारदर्शिता का अधिकार अधिनियम 2013 (क्र. 30 सन् 2013))	[1009, 1441, 1491, 1467]
table-header: प्राक्कलित कार्य की अनुमानित राशि	[1302, 1182, 1388, 1207]
bjp-headline-2: विकास यात्रा के प्रचार में	[1227, 659, 1452, 688]
annex-2-table	[972, 1854, 1528, 1898]
list-item-text: अन्नपूर्णा माता मंदिर में प्राण प्रतिष्ठा महोत्सव के देव पूजन एवं ससंगती पाठ के बाद दोपहर में शैयाधिवास एवं महास्नान की प्रक्रिया संपन्न होगी।	[23, 1699, 215, 1742]
table-header: विवरण	[1003, 1697, 1270, 1728]
ida-logo: ida	[986, 1063, 1051, 1106]
priyanka-caption: इंदौर। जनविकास सोसायटी द्वारा युवा महोत्सव आयोजित किया गया। इसमें सोसायटी द्वारा संचालित बाल एवं युवा संसद परियोजना के तहत शहरी बस्तियों के युवाओं ने विभिन्न सांस्कृतिक कार्यक्रम प्रस्तुत किए। कार्यक्रम में वर्ष 2023 का यूथ आइकॉन अवॉर्ड प्रियंका कांबले को प्रदान किया गया। पालदा स्थित आश्रम परिसर पालदा में आयोजित कार्यक्रम में बतौर अतिथि बिशप चाको, जोमोन जेम्स, रॉय थॉमस, सिनोज जोसेफ, आकाश विजयवर्गीय आदि उपस्थित रहे।	[692, 945, 1215, 1007]
pwd-notes: 1. उपरोक्त वेबसाईट पर ऑनलाईन पेमेंट करने के पश्चात् बिड डॉक्यूमेंट क्रय किया जा सकता है। 2. बिड प्रस्तुत करने समय बिड प्रस्तुतकर्ता को निम्नलिखित दस्तावेज प्रस्तुत करना आवश्यक है। 3. निविदा प्रपत्र ऑनलाईन दिनांक 31.01.2023 सुबह 10:30 से दिनांक 06.02.2023 शाम 17:30 बजे तक निर्धारित है।	[31, 2102, 581, 2120]
table-header: सिंचित	[1270, 1713, 1344, 1728]
court-date: इन्दौर, दिनांक-23/01/2023	[867, 1367, 951, 1375]
table-header: ठेकेदार की श्रेणी	[484, 1986, 531, 2011]
ad-date: इंदौर, दिनांक 23.01.2023	[871, 1110, 952, 1119]
cold-headline-2: ठंड से कांप उठा था इंदौर	[407, 658, 651, 689]
people-row	[1017, 279, 1506, 471]
court-body: 1. श्री संजय कुमार पिता श्री गौरीशंकर शर्मा 2. श्रीमती सपना कुमार पति श्री संजय कुमार दोनों का पता: 456-ए, स्कीम नंबर 78, अरण्य नगर, टेम्पो स्टेण्ड के पास, तहसील एवं जिला इन्दौर (म.प्र.) प्रार्थी प्राधिकृत अधिकारी एक्सिस बैंक लिमिटेड द्वारा सरफेसी एक्ट की धारा 14 के अंतर्गत आवेदन प्रस्तुत किया गया है। उक्त संबंध में किसी व्यक्ति को आपत्ति हो तो दिनांक 08/02/2023 दोपहर 03:00 बजे तक न्यायालय में उपस्थित होकर अपना पक्ष प्रस्तुत करें। नियत दिनांक पश्चात् कोई आपत्ति मान्य नहीं की जाएगी।	[619, 1393, 951, 1445]
brand-headline: ब्रांड एंबेसेडर की हुई बैठक	[1140, 109, 1383, 139]
wrestling-text: इंदौर। आगामी 23 फरवरी से छोटा नेहरू स्टेडियम में महापौर केसरी दंगल शुरू होगा। इसे देखते हुए स्टेडियम को तैयार किया जा रहा है। खास बात यह है कि लगभग 12 साल पहले डाली गई मिट्टी को कुश्ती एरिना से हटाकर यहां अब नई मिट्टी डाली जा रही है। इस दंगल की वजह से छोटा स्टेडियम की दशा बदल रही है। यहां होने वाला दंगल पूरी तरह से देशी अंदाज में होगा। दंगल में बालिका वर्ग में भी कई मुकाबले होंगे। इसमें इंदौर के साथ-साथ आसपास के नामी पहलवान देखने को मिलेंगे।	[23, 1370, 209, 1528]
pwd-email[interactable]: E-mail ID- eepwdelecind@mp.nic.in	[244, 1947, 378, 1956]
photo-credit: पीपुल्स समाचार	[1436, 617, 1490, 628]
table-cell: 1.735	[1323, 1884, 1376, 1898]
page-number: 04	[1494, 23, 1541, 62]
ad-motto: 'दो गज की दूरी, मास्क है जरूरी'	[699, 1285, 789, 1293]
court-sign: अपर जिला दण्डाधिकारी जिला इन्दौर	[849, 1611, 950, 1620]
ad-refline	[612, 1106, 958, 1121]
